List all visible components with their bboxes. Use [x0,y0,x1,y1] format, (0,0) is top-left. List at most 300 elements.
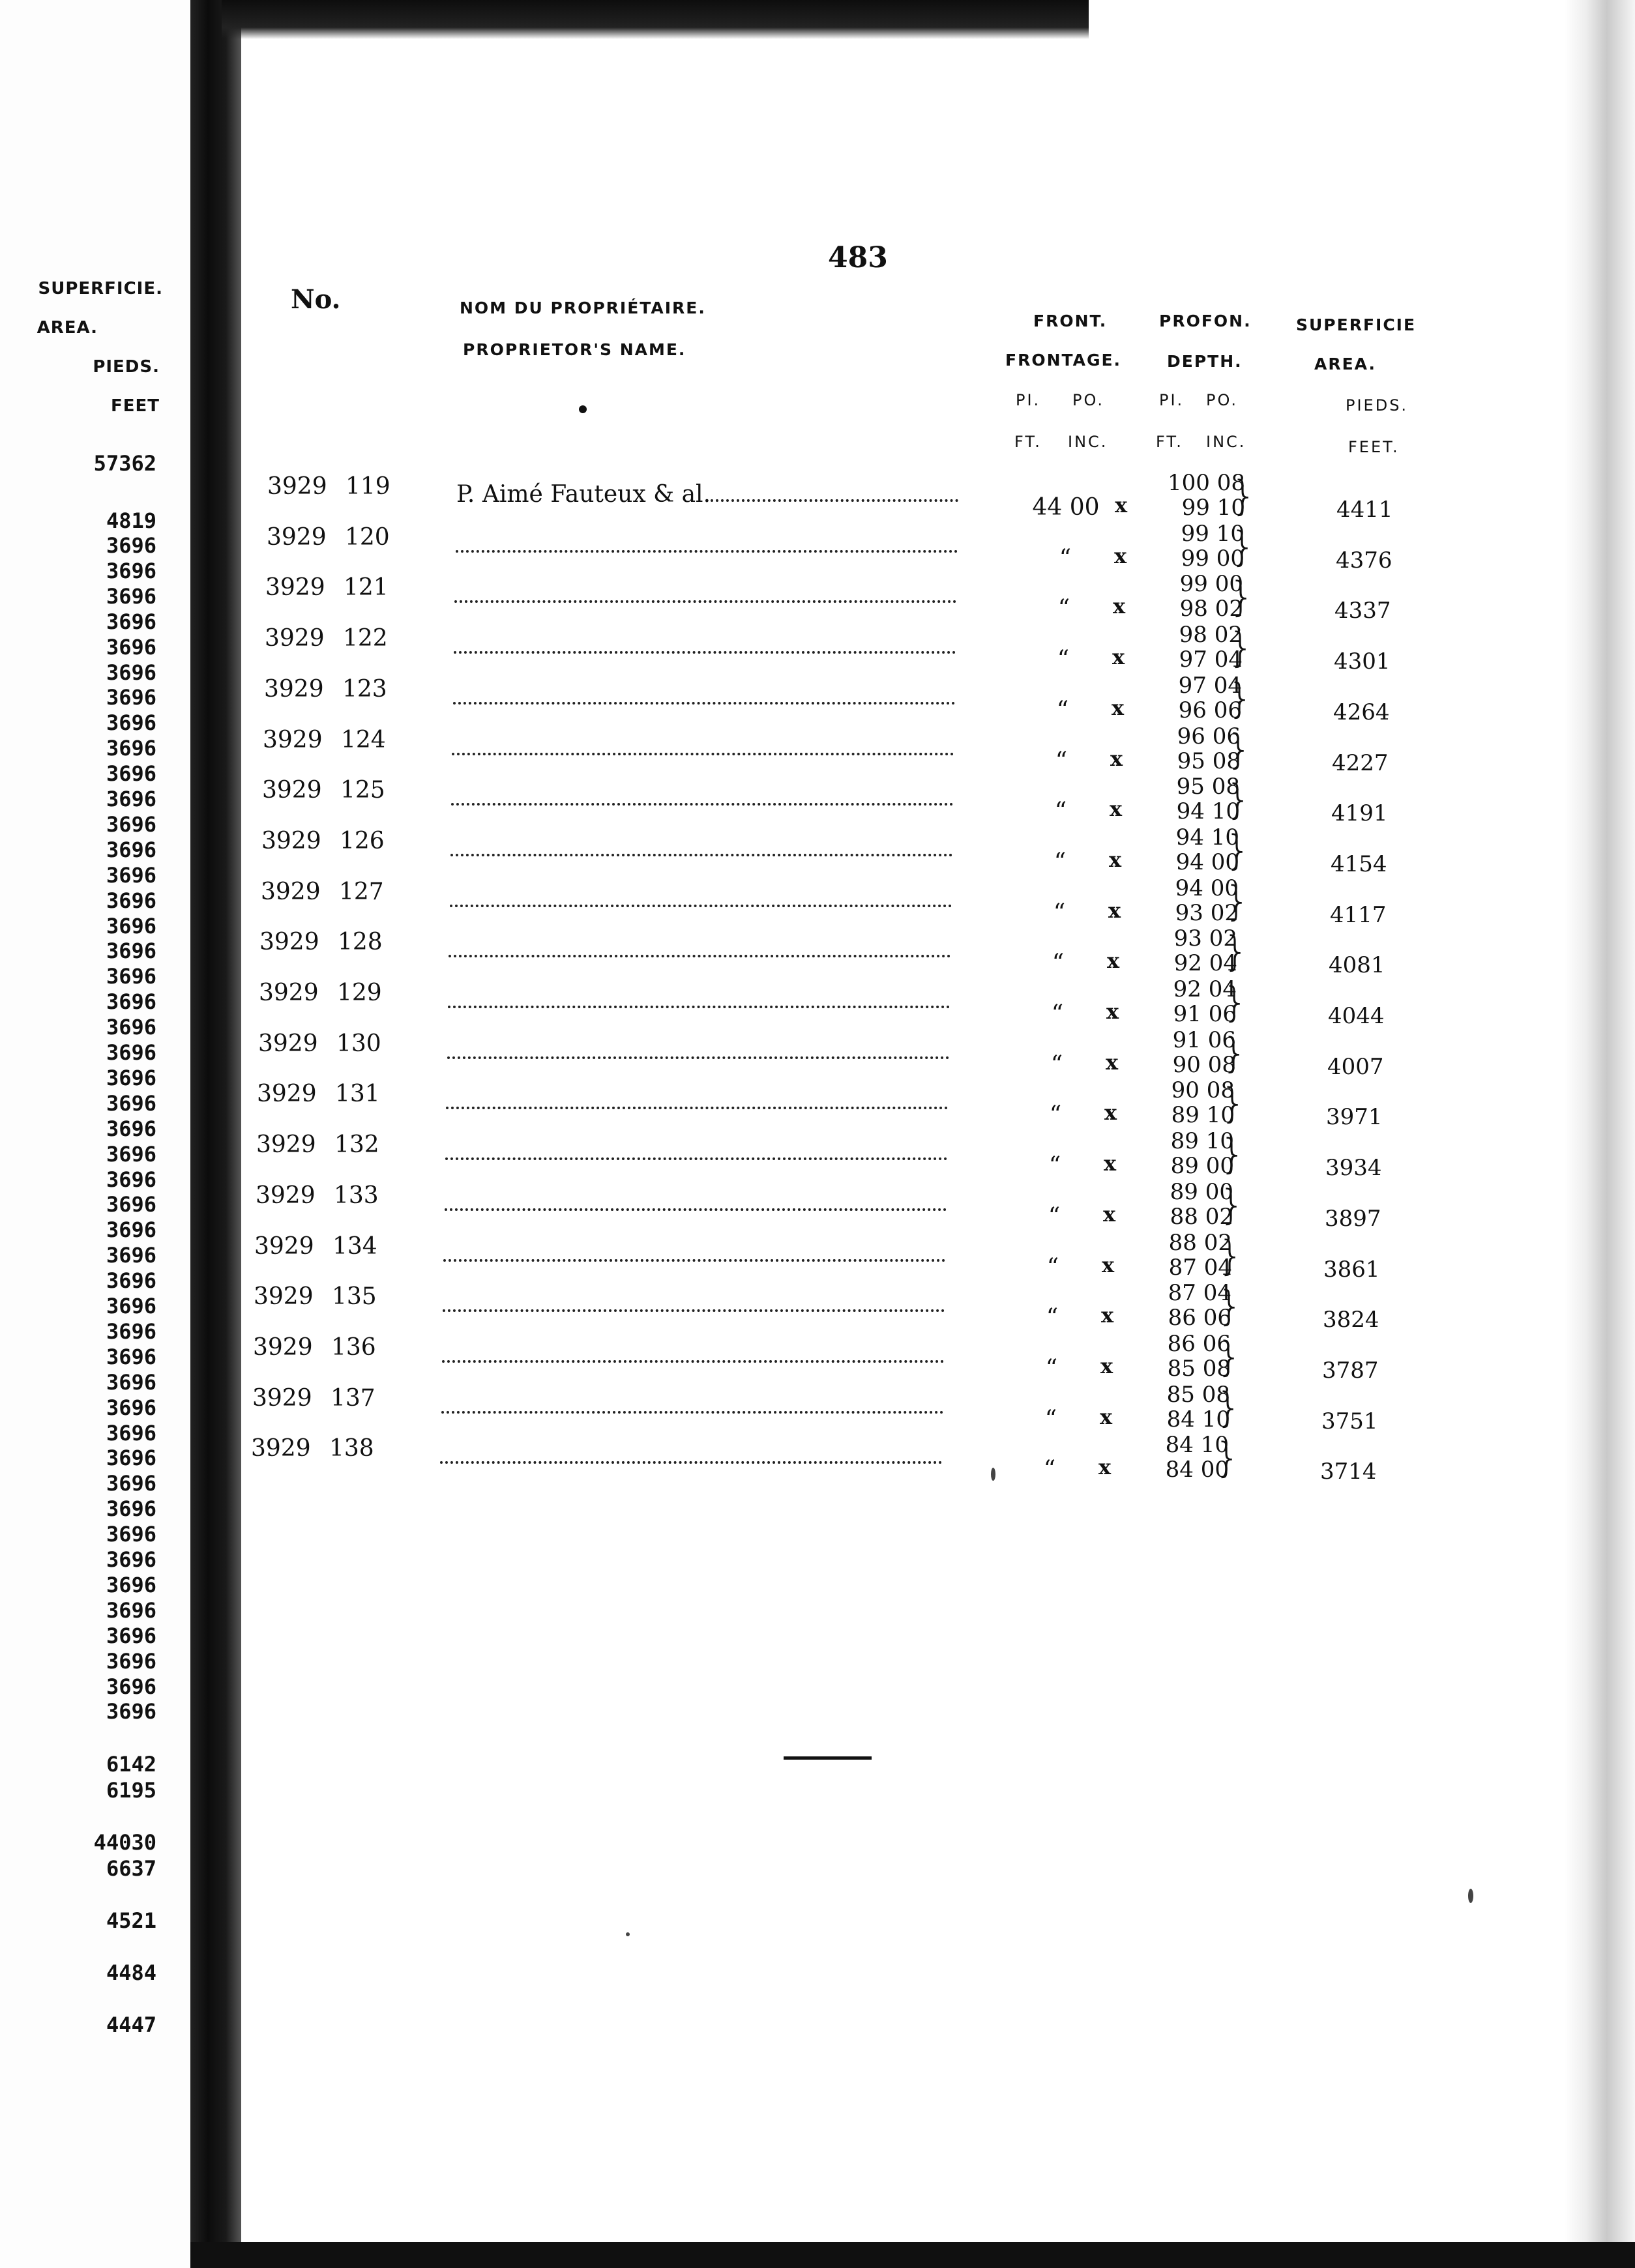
lot-number: 3929 [267,473,327,500]
bracket-mark: } [1219,1180,1245,1228]
header-front-inc: INC. [1068,433,1108,451]
header-feet: FEET. [1348,438,1400,456]
table-row [253,1330,1426,1384]
bracket-mark: } [1229,573,1255,621]
dot-leader [454,585,956,603]
sub-number: 126 [340,827,385,854]
area-value: 4301 [1334,648,1391,675]
dot-leader [453,686,955,705]
lot-number: 3929 [261,878,321,905]
bracket-mark: } [1222,1028,1248,1077]
multiply-mark: x [1104,1151,1117,1176]
table-row [256,1128,1430,1182]
left-area-value: 44030 [93,1830,156,1855]
left-area-value: 4521 [106,1908,156,1933]
left-area-value: 3696 [106,837,156,862]
left-area-value: 3696 [106,1090,156,1116]
sub-number: 133 [334,1182,379,1209]
dot-leader [441,1395,943,1414]
area-value: 3824 [1323,1307,1379,1333]
left-area-value: 3696 [106,913,156,938]
header-front-ft: FT. [1014,433,1042,451]
page-bottom-shadow [190,2242,1635,2268]
sub-number: 119 [346,473,390,500]
dot-leader [446,1091,948,1109]
owner-name [443,1241,955,1268]
multiply-mark: x [1104,1100,1117,1126]
frontage-value: “ [1053,848,1067,875]
left-area-value: 3696 [106,1192,156,1217]
left-area-value: 3696 [106,1648,156,1674]
area-value: 4044 [1328,1003,1385,1029]
multiply-mark: x [1107,948,1120,974]
header-front: FRONT. [1033,312,1108,330]
frontage-value: “ [1059,544,1072,572]
depth-top: 91 06 [1172,1026,1236,1053]
left-area-value: 3696 [106,1674,156,1699]
left-area-value: 3696 [106,1116,156,1141]
owner-name [456,532,967,559]
left-area-value: 3696 [106,660,156,685]
table-row [262,774,1436,827]
bracket-mark: } [1231,472,1257,519]
bracket-mark: } [1216,1332,1243,1380]
bracket-mark: } [1215,1434,1241,1482]
depth-top: 94 10 [1175,824,1239,850]
bracket-mark: } [1218,1231,1244,1279]
multiply-mark: x [1114,543,1127,568]
depth-top: 98 02 [1179,622,1243,648]
sub-number: 130 [336,1030,381,1057]
frontage-value: “ [1052,950,1065,977]
depth-bottom: 87 04 [1168,1254,1232,1281]
left-area-value: 3696 [106,710,156,736]
left-area-value: 3696 [106,1522,156,1547]
frontage-value: “ [1051,1000,1064,1027]
frontage-value: 44 00 [1032,494,1100,521]
sub-number: 132 [334,1131,379,1159]
left-area-value: 3696 [106,1369,156,1395]
header-owner-fr: NOM DU PROPRIÉTAIRE. [460,298,706,317]
depth-bottom: 96 06 [1178,697,1242,723]
depth-bottom: 94 10 [1176,798,1240,825]
frontage-value: “ [1046,1304,1059,1331]
depth-top: 93 02 [1173,925,1237,952]
depth-bottom: 99 10 [1181,495,1245,521]
area-value: 3897 [1325,1205,1381,1232]
dot-leader [452,737,954,755]
depth-bottom: 99 00 [1181,545,1245,572]
left-area-value: 3696 [106,634,156,660]
owner-name [450,886,962,913]
lot-number: 3929 [251,1435,311,1462]
depth-bottom: 93 02 [1175,899,1239,926]
depth-top: 97 04 [1178,672,1242,699]
bracket-mark: } [1226,776,1252,824]
sub-number: 125 [340,777,385,804]
header-frontage: FRONTAGE. [1005,351,1122,370]
dot-leader [450,889,952,907]
lot-number: 3929 [256,1131,316,1159]
lot-number: 3929 [267,523,327,551]
depth-top: 96 06 [1177,723,1241,749]
frontage-value: “ [1057,595,1070,622]
depth-bottom: 89 10 [1171,1102,1235,1129]
left-area-value: 6637 [106,1856,156,1881]
depth-top: 87 04 [1168,1280,1231,1307]
depth-top: 94 00 [1175,875,1239,901]
ink-speck [1468,1889,1473,1903]
table-row [261,875,1434,928]
area-value: 3751 [1321,1408,1378,1434]
multiply-mark: x [1098,1455,1112,1480]
multiply-mark: x [1106,1049,1119,1075]
left-area-value: 3696 [106,761,156,787]
frontage-value: “ [1050,1051,1063,1078]
header-front-pi: PI. [1016,391,1041,409]
depth-top: 100 08 [1168,470,1245,496]
lot-number: 3929 [263,726,323,753]
depth-bottom: 98 02 [1179,596,1243,622]
left-area-value: 3696 [106,964,156,989]
frontage-value: “ [1049,1101,1062,1129]
sub-number: 129 [337,980,382,1006]
lot-number: 3929 [265,574,325,602]
left-area-value: 3696 [106,787,156,811]
left-area-value: 3696 [106,533,156,558]
sub-number: 123 [342,675,387,703]
left-area-value: 4447 [106,2013,156,2037]
lot-number: 3929 [261,827,321,854]
sub-number: 134 [332,1232,377,1260]
left-area-value: 4819 [106,508,156,533]
left-area-value: 3696 [106,583,156,609]
sub-number: 124 [341,726,386,753]
table-row [257,1077,1430,1131]
area-value: 3934 [1325,1155,1382,1182]
depth-bottom: 84 00 [1165,1457,1229,1483]
sub-number: 122 [343,625,388,652]
depth-bottom: 88 02 [1170,1203,1233,1230]
area-value: 4191 [1331,800,1388,827]
bracket-mark: } [1224,877,1250,925]
depth-bottom: 97 04 [1179,647,1243,673]
depth-top: 84 10 [1165,1432,1229,1459]
left-area-value: 3696 [106,1294,156,1318]
sub-number: 128 [338,929,383,956]
left-area-value: 3696 [106,736,156,761]
lot-number: 3929 [262,777,322,804]
bracket-mark: } [1217,1282,1243,1330]
table-row [259,976,1432,1029]
frontage-value: “ [1057,646,1070,673]
area-value: 3787 [1322,1357,1379,1384]
dot-leader [449,939,950,957]
depth-bottom: 94 00 [1175,849,1239,875]
owner-name [450,836,962,862]
sub-number: 131 [335,1081,380,1108]
owner-name [442,1342,954,1369]
left-area-value: 3696 [106,938,156,964]
dot-leader [456,534,958,553]
multiply-mark: x [1101,1303,1114,1328]
dot-leader [443,1243,945,1262]
multiply-mark: x [1115,493,1128,517]
multiply-mark: x [1100,1353,1113,1378]
header-dot [579,405,587,413]
page-right-edge [1565,0,1635,2268]
owner-name [454,633,965,660]
table-row [264,672,1437,725]
left-header-superficie: SUPERFICIE. [38,279,163,298]
bracket-mark: } [1216,1383,1242,1431]
left-area-value: 4484 [106,1960,156,1985]
lot-number: 3929 [258,1030,318,1057]
bracket-mark: } [1226,725,1252,773]
multiply-mark: x [1112,645,1125,670]
depth-bottom: 86 06 [1168,1305,1231,1331]
left-area-value: 3696 [106,685,156,710]
lot-number: 3929 [257,1081,317,1108]
area-value: 4376 [1336,547,1392,574]
area-value: 4337 [1334,598,1391,624]
left-area-value: 3696 [106,1572,156,1597]
multiply-mark: x [1108,897,1121,923]
multiply-mark: x [1106,999,1119,1024]
header-profon: PROFON. [1159,312,1252,330]
depth-top: 92 04 [1173,976,1237,1002]
sub-number: 121 [344,574,389,602]
bracket-mark: } [1230,522,1256,570]
depth-top: 85 08 [1166,1381,1230,1408]
frontage-value: “ [1045,1354,1058,1382]
left-area-value: 3696 [106,1141,156,1167]
left-area-value: 3696 [106,1065,156,1090]
frontage-value: “ [1055,747,1068,774]
header-front-po: PO. [1072,391,1105,409]
bracket-mark: } [1225,826,1251,874]
area-value: 4411 [1336,497,1393,523]
left-header-area: AREA. [37,318,98,338]
depth-bottom: 89 00 [1170,1153,1234,1180]
table-row [251,1432,1424,1485]
page-number: 483 [828,241,888,274]
table-row [258,1026,1432,1080]
left-area-value: 3696 [106,1547,156,1572]
bracket-mark: } [1220,1130,1246,1178]
left-header-pieds: PIEDS. [93,357,160,377]
dot-leader [448,990,950,1008]
depth-bottom: 85 08 [1167,1355,1231,1382]
dot-leader [454,635,956,654]
area-value: 4227 [1332,749,1389,776]
frontage-value: “ [1054,798,1067,825]
ink-speck [626,1932,630,1936]
dot-leader [440,1446,942,1464]
ink-speck [991,1468,995,1481]
lot-number: 3929 [265,625,325,652]
depth-bottom: 95 08 [1177,748,1241,774]
header-pieds: PIEDS. [1346,396,1409,414]
sub-number: 137 [331,1384,376,1412]
lot-number: 3929 [254,1232,314,1260]
left-header-feet: FEET [110,396,160,416]
book-spine [190,0,241,2268]
area-value: 4007 [1327,1053,1384,1080]
header-depth-ft: FT. [1156,433,1183,451]
area-value: 4117 [1330,901,1387,928]
left-area-value: 3696 [106,811,156,837]
table-row [259,925,1433,979]
owner-name [453,684,965,710]
left-area-value: 3696 [106,1015,156,1040]
multiply-mark: x [1110,796,1123,822]
lot-number: 3929 [259,929,319,956]
dot-leader [711,484,958,502]
sub-number: 138 [329,1435,374,1462]
left-area-value: 3696 [106,1040,156,1065]
dot-leader [445,1142,947,1160]
owner-name [448,987,960,1014]
frontage-value: “ [1048,1152,1061,1180]
owner-name [447,1038,959,1065]
dot-leader [451,787,953,806]
frontage-value: “ [1046,1253,1059,1281]
frontage-value: “ [1053,899,1066,926]
depth-bottom: 84 10 [1166,1406,1230,1432]
sub-number: 120 [345,523,390,551]
dot-leader [443,1294,945,1312]
left-area-value: 3696 [106,1446,156,1471]
area-value: 4264 [1333,699,1390,725]
owner-name [456,481,968,508]
table-row [267,470,1441,523]
lot-number: 3929 [259,980,319,1006]
left-area-value: 3696 [106,1623,156,1648]
depth-top: 99 00 [1179,571,1243,598]
multiply-mark: x [1103,1201,1116,1227]
table-row [267,520,1440,574]
sub-number: 136 [331,1333,376,1361]
owner-name [454,582,966,609]
left-area-value: 3696 [106,1167,156,1192]
left-area-value: 3696 [106,609,156,634]
left-area-value: 3696 [106,1217,156,1243]
depth-top: 88 02 [1168,1229,1232,1256]
depth-top: 90 08 [1171,1077,1235,1104]
dot-leader [445,1193,947,1211]
header-depth-inc: INC. [1206,433,1246,451]
owner-name [446,1088,958,1115]
dot-leader [450,838,952,856]
owner-name [443,1291,954,1318]
frontage-value: “ [1044,1405,1057,1432]
header-depth-pi: PI. [1159,391,1185,409]
table-row [254,1280,1427,1333]
table-row [254,1229,1428,1283]
multiply-mark: x [1102,1252,1115,1277]
left-area-value: 3696 [106,1597,156,1623]
bracket-mark: } [1228,624,1254,672]
lot-number: 3929 [264,675,324,703]
frontage-value: “ [1043,1456,1056,1483]
header-area: AREA. [1314,355,1376,373]
left-area-value: 3696 [106,1268,156,1294]
dot-leader [447,1041,949,1059]
area-value: 4081 [1329,952,1385,979]
area-value: 3714 [1320,1459,1377,1485]
left-area-value: 6142 [106,1752,156,1777]
left-area-value: 6195 [106,1778,156,1803]
lot-number: 3929 [256,1182,316,1209]
owner-name [449,937,960,963]
owner-name [445,1139,957,1166]
left-area-value: 3696 [106,1471,156,1496]
area-value: 3861 [1323,1256,1380,1283]
depth-bottom: 91 06 [1173,1001,1237,1027]
table-row [263,723,1436,776]
owner-name [451,785,963,811]
owner-name [440,1443,952,1470]
left-area-value: 3696 [106,1243,156,1268]
left-area-value: 3696 [106,558,156,583]
sub-number: 135 [332,1283,377,1311]
lot-number: 3929 [254,1283,314,1311]
depth-top: 89 00 [1170,1178,1233,1205]
owner-name [441,1393,953,1419]
depth-top: 86 06 [1167,1330,1231,1357]
left-area-value: 3696 [106,989,156,1015]
left-area-value: 57362 [93,451,156,476]
depth-bottom: 90 08 [1172,1051,1236,1078]
header-owner-en: PROPRIETOR'S NAME. [463,340,686,359]
table-row [265,571,1439,624]
left-area-value: 3696 [106,862,156,888]
sub-number: 127 [339,878,384,905]
header-depth-po: PO. [1206,391,1239,409]
frontage-value: “ [1056,696,1069,723]
frontage-value: “ [1048,1202,1061,1230]
left-area-value: 3696 [106,1318,156,1344]
left-area-value: 3696 [106,1496,156,1522]
closing-rule [784,1756,872,1760]
bracket-mark: } [1228,674,1254,722]
depth-top: 99 10 [1181,520,1245,547]
bracket-mark: } [1223,927,1249,976]
multiply-mark: x [1109,847,1122,872]
left-area-value: 3696 [106,1395,156,1420]
left-area-value: 3696 [106,1699,156,1724]
owner-name [452,734,964,761]
left-area-value: 3696 [106,888,156,913]
table-row [261,824,1435,877]
left-area-value: 3696 [106,1420,156,1446]
dot-leader [442,1345,944,1363]
multiply-mark: x [1112,695,1125,720]
depth-top: 89 10 [1170,1128,1234,1155]
table-row [256,1178,1429,1232]
header-no: No. [291,284,341,315]
bracket-mark: } [1220,1079,1246,1127]
lot-number: 3929 [253,1333,313,1361]
table-row [252,1381,1426,1434]
owner-name-text: P. Aimé Fauteux & al. [456,481,711,508]
table-row [265,622,1438,675]
multiply-mark: x [1113,594,1126,619]
header-depth: DEPTH. [1167,352,1243,371]
area-value: 3971 [1326,1104,1383,1131]
owner-name [445,1190,956,1217]
